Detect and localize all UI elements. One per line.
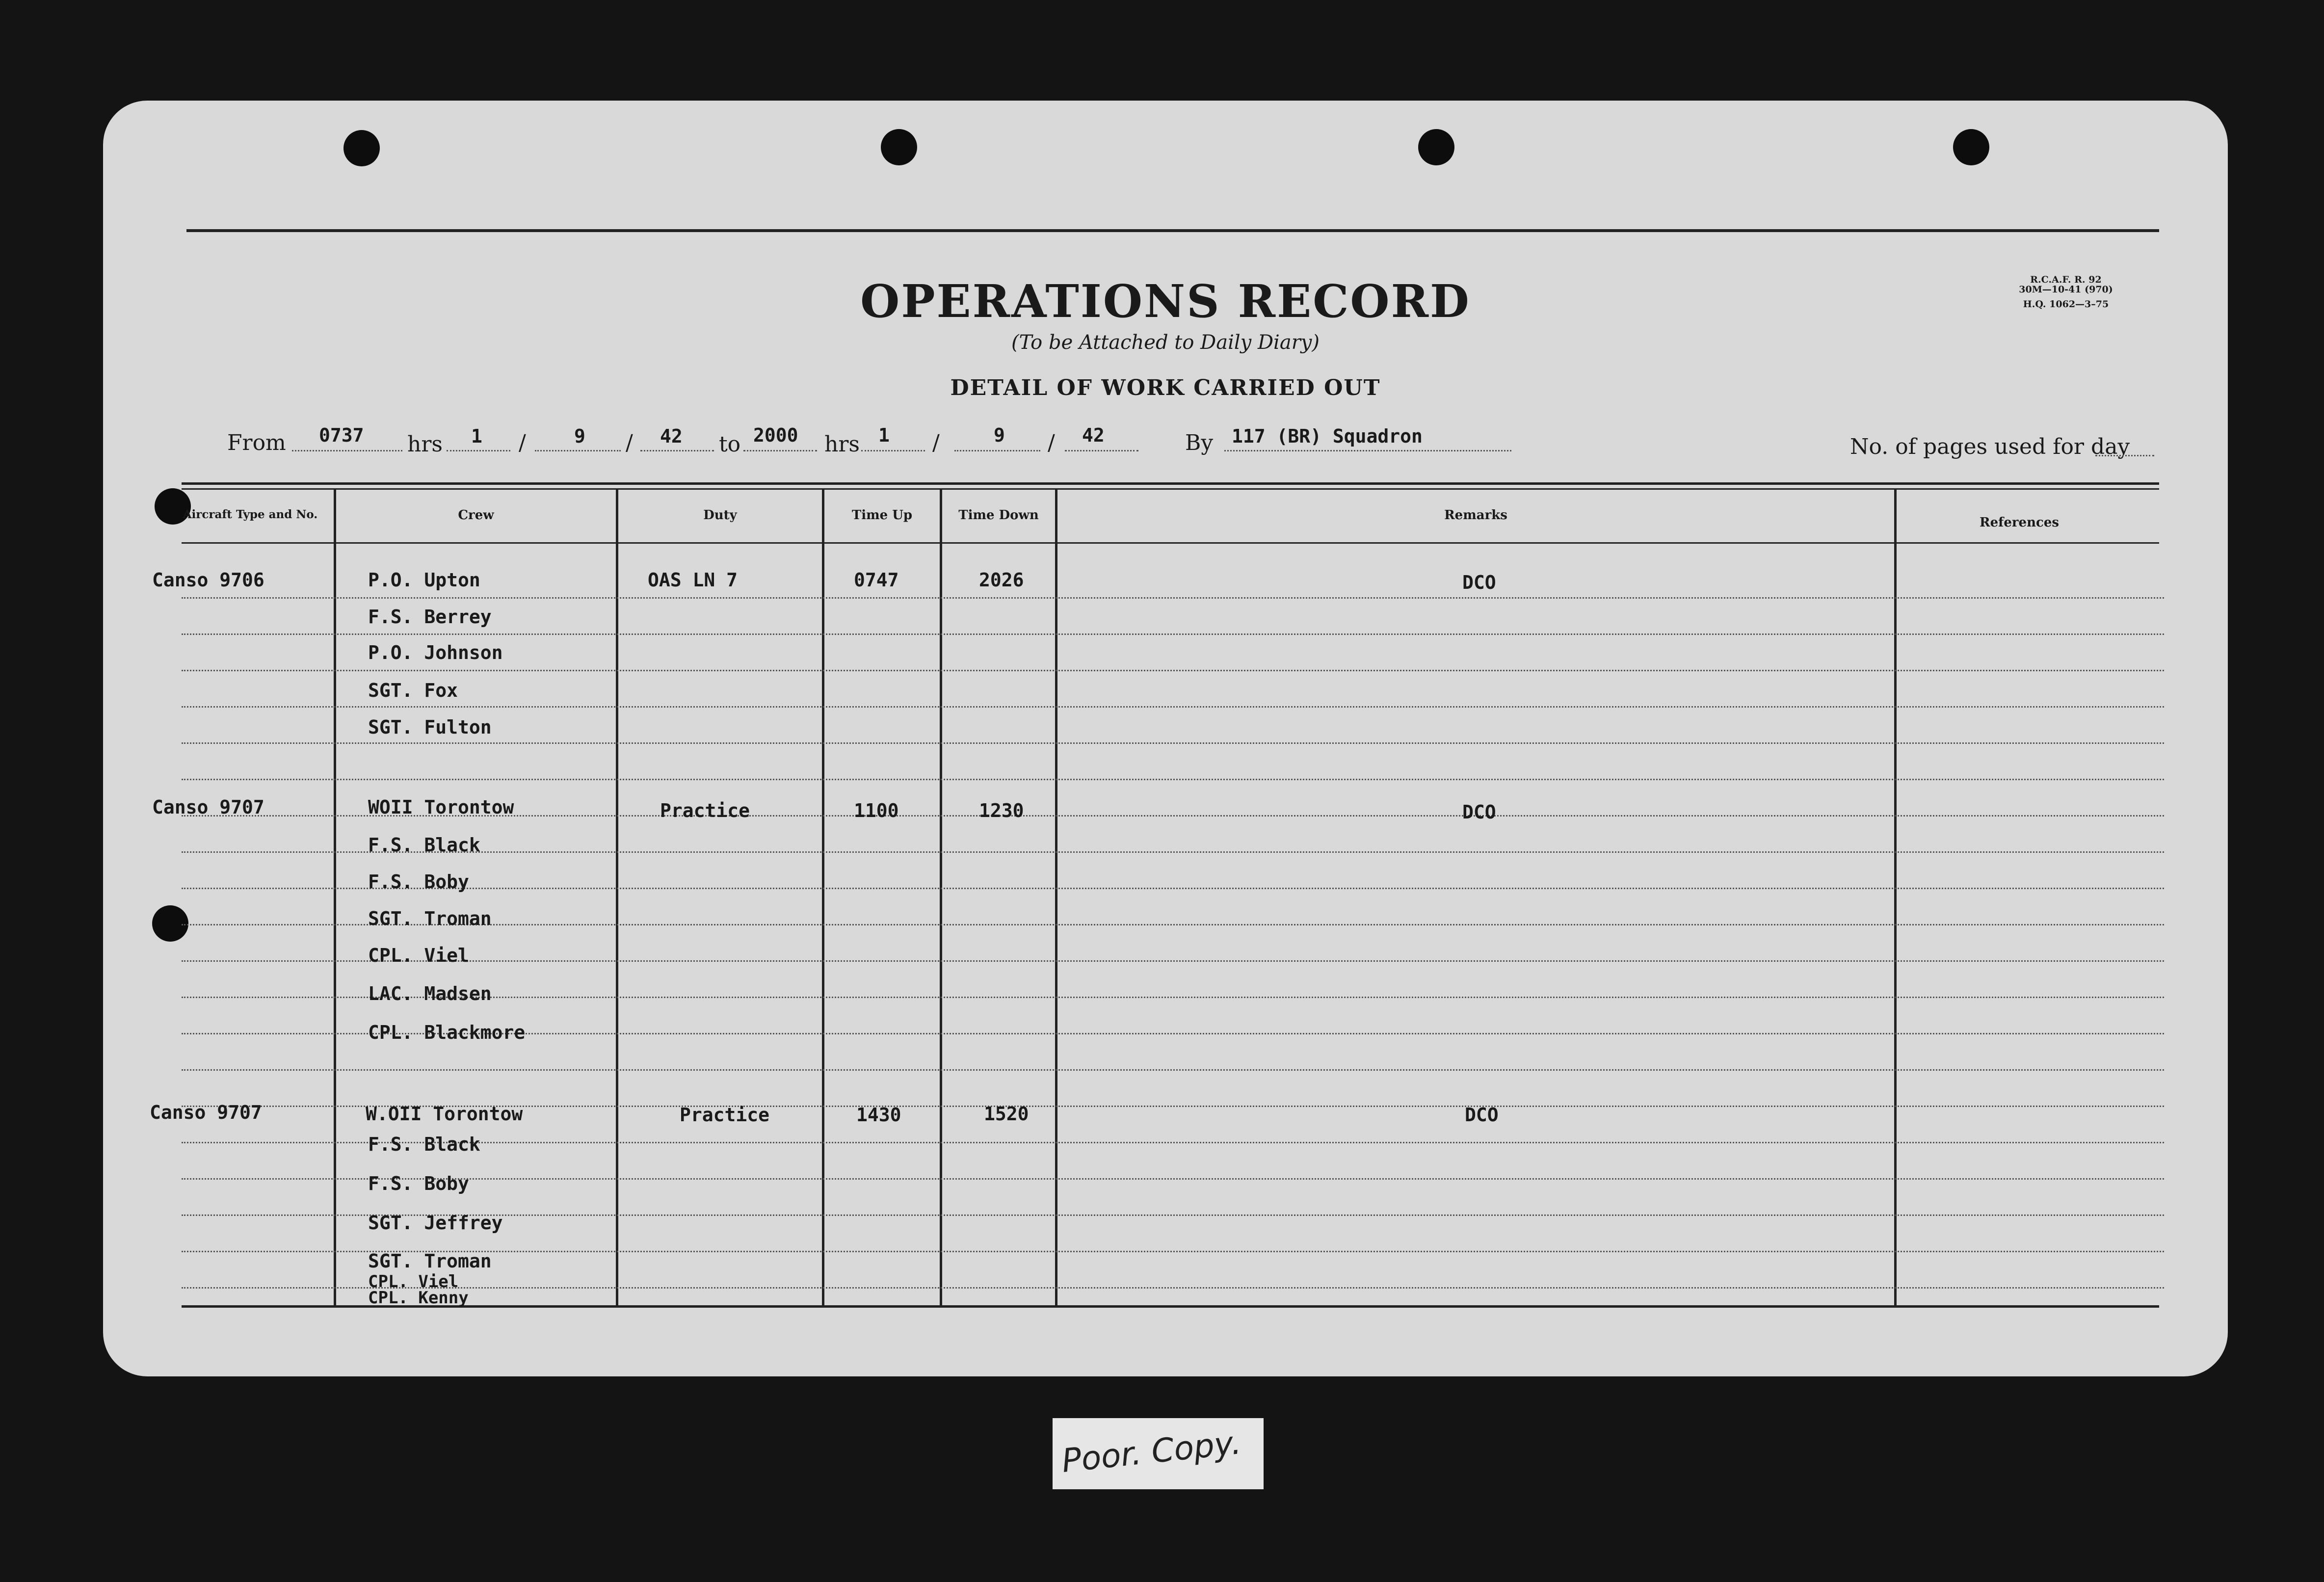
remarks-cell: DCO <box>1462 801 1496 823</box>
by-label: By <box>1185 430 1214 455</box>
time-down-cell: 1230 <box>979 800 1024 821</box>
crew-member: P.O. Johnson <box>368 642 503 663</box>
crew-member: WOII Torontow <box>368 796 514 818</box>
column-heading-remarks: Remarks <box>1444 508 1507 523</box>
operations-record-form <box>103 101 2228 1376</box>
from-time-dotline <box>292 450 402 451</box>
from-day-dotline <box>447 450 510 451</box>
from-year: 42 <box>660 425 683 447</box>
from-year-dotline <box>640 450 714 451</box>
to-time: 2000 <box>753 424 798 446</box>
ruled-line <box>182 706 2164 708</box>
time-down-cell: 1520 <box>984 1103 1029 1125</box>
form-code-line: R.C.A.F. R. 92 <box>2030 274 2102 285</box>
duty-cell: Practice <box>680 1104 770 1126</box>
crew-member: F.S. Black <box>368 1134 480 1155</box>
time-up-cell: 1100 <box>854 800 899 821</box>
column-heading-references: References <box>1979 515 2060 530</box>
column-divider <box>334 488 336 1308</box>
top-rule <box>186 229 2159 232</box>
punch-hole <box>881 129 917 165</box>
from-month: 9 <box>574 425 585 447</box>
punch-hole <box>1418 129 1454 165</box>
column-heading-crew: Crew <box>458 508 494 523</box>
header-rule <box>182 488 2159 490</box>
crew-member: F.S. Black <box>368 834 480 856</box>
ruled-line <box>182 597 2164 599</box>
to-year-dotline <box>1065 450 1138 451</box>
duty-cell: Practice <box>660 800 750 821</box>
crew-member: SGT. Jeffrey <box>368 1212 503 1234</box>
column-divider <box>616 488 618 1308</box>
crew-member: SGT. Troman <box>368 1250 492 1272</box>
to-time-dotline <box>743 450 817 451</box>
form-detail-heading: DETAIL OF WORK CARRIED OUT <box>950 375 1381 400</box>
bottom-rule <box>182 1305 2159 1308</box>
crew-member: P.O. Upton <box>368 569 480 591</box>
pages-used-label: No. of pages used for day <box>1850 434 2130 459</box>
column-heading-rule <box>182 542 2159 544</box>
crew-member: SGT. Troman <box>368 908 492 929</box>
form-code-line: H.Q. 1062—3–75 <box>2023 299 2109 310</box>
crew-member: CPL. Kenny <box>368 1288 469 1308</box>
time-up-cell: 1430 <box>856 1104 901 1126</box>
poor-copy-text: Poor. Copy. <box>1059 1424 1243 1480</box>
aircraft-cell: Canso 9706 <box>152 569 264 591</box>
ruled-line <box>182 888 2164 889</box>
to-day: 1 <box>878 424 890 446</box>
punch-hole <box>343 130 380 166</box>
form-title: OPERATIONS RECORD <box>860 275 1471 328</box>
crew-member: W.OII Torontow <box>366 1103 523 1125</box>
column-heading-aircraft: Aircraft Type and No. <box>183 508 318 521</box>
column-heading-time-up: Time Up <box>851 508 913 523</box>
crew-member: SGT. Fox <box>368 680 458 701</box>
form-code <box>2017 275 2115 309</box>
date-separator: / <box>626 430 633 455</box>
form-code-line: 30M—10-41 (970) <box>2019 284 2113 295</box>
crew-member: CPL. Viel <box>368 1272 459 1292</box>
from-time: 0737 <box>319 424 364 446</box>
crew-member: CPL. Blackmore <box>368 1022 526 1043</box>
squadron-dotline <box>1224 450 1511 451</box>
ruled-line <box>182 1287 2164 1289</box>
to-label: to <box>719 432 741 457</box>
pages-used-dotline <box>2095 455 2154 456</box>
ruled-line <box>182 779 2164 780</box>
ruled-line <box>182 1178 2164 1180</box>
crew-member: CPL. Viel <box>368 945 469 966</box>
from-day: 1 <box>471 425 482 447</box>
ruled-line <box>182 670 2164 671</box>
date-separator: / <box>1048 430 1055 455</box>
crew-member: SGT. Fulton <box>368 716 492 738</box>
column-heading-duty: Duty <box>703 508 737 523</box>
time-down-cell: 2026 <box>979 569 1024 591</box>
remarks-cell: DCO <box>1462 572 1496 593</box>
hrs-label: hrs <box>824 432 860 457</box>
date-separator: / <box>519 430 526 455</box>
duty-cell: OAS LN 7 <box>648 569 738 591</box>
header-rule <box>182 482 2159 485</box>
hrs-label: hrs <box>407 432 443 457</box>
squadron-name: 117 (BR) Squadron <box>1232 425 1423 447</box>
ruled-line <box>182 1069 2164 1071</box>
form-subtitle: (To be Attached to Daily Diary) <box>1011 331 1320 354</box>
to-day-dotline <box>861 450 925 451</box>
from-label: From <box>227 430 286 455</box>
aircraft-cell: Canso 9707 <box>150 1102 262 1123</box>
punch-hole <box>1953 129 1989 165</box>
aircraft-cell: Canso 9707 <box>152 796 264 818</box>
poor-copy-stamp <box>1053 1418 1264 1489</box>
time-up-cell: 0747 <box>854 569 899 591</box>
crew-member: LAC. Madsen <box>368 983 492 1004</box>
to-month-dotline <box>954 450 1040 451</box>
column-divider <box>1894 488 1897 1308</box>
from-month-dotline <box>535 450 621 451</box>
crew-member: F.S. Boby <box>368 1173 469 1194</box>
to-year: 42 <box>1082 424 1105 446</box>
ruled-line <box>182 633 2164 635</box>
crew-member: F.S. Boby <box>368 871 469 893</box>
date-separator: / <box>932 430 940 455</box>
column-divider <box>1055 488 1057 1308</box>
column-divider <box>822 488 824 1308</box>
column-divider <box>940 488 942 1308</box>
remarks-cell: DCO <box>1465 1104 1499 1126</box>
crew-member: F.S. Berrey <box>368 606 492 628</box>
column-heading-time-down: Time Down <box>958 508 1039 523</box>
punch-hole <box>152 905 188 942</box>
ruled-line <box>182 960 2164 962</box>
ruled-line <box>182 742 2164 744</box>
to-month: 9 <box>994 424 1005 446</box>
